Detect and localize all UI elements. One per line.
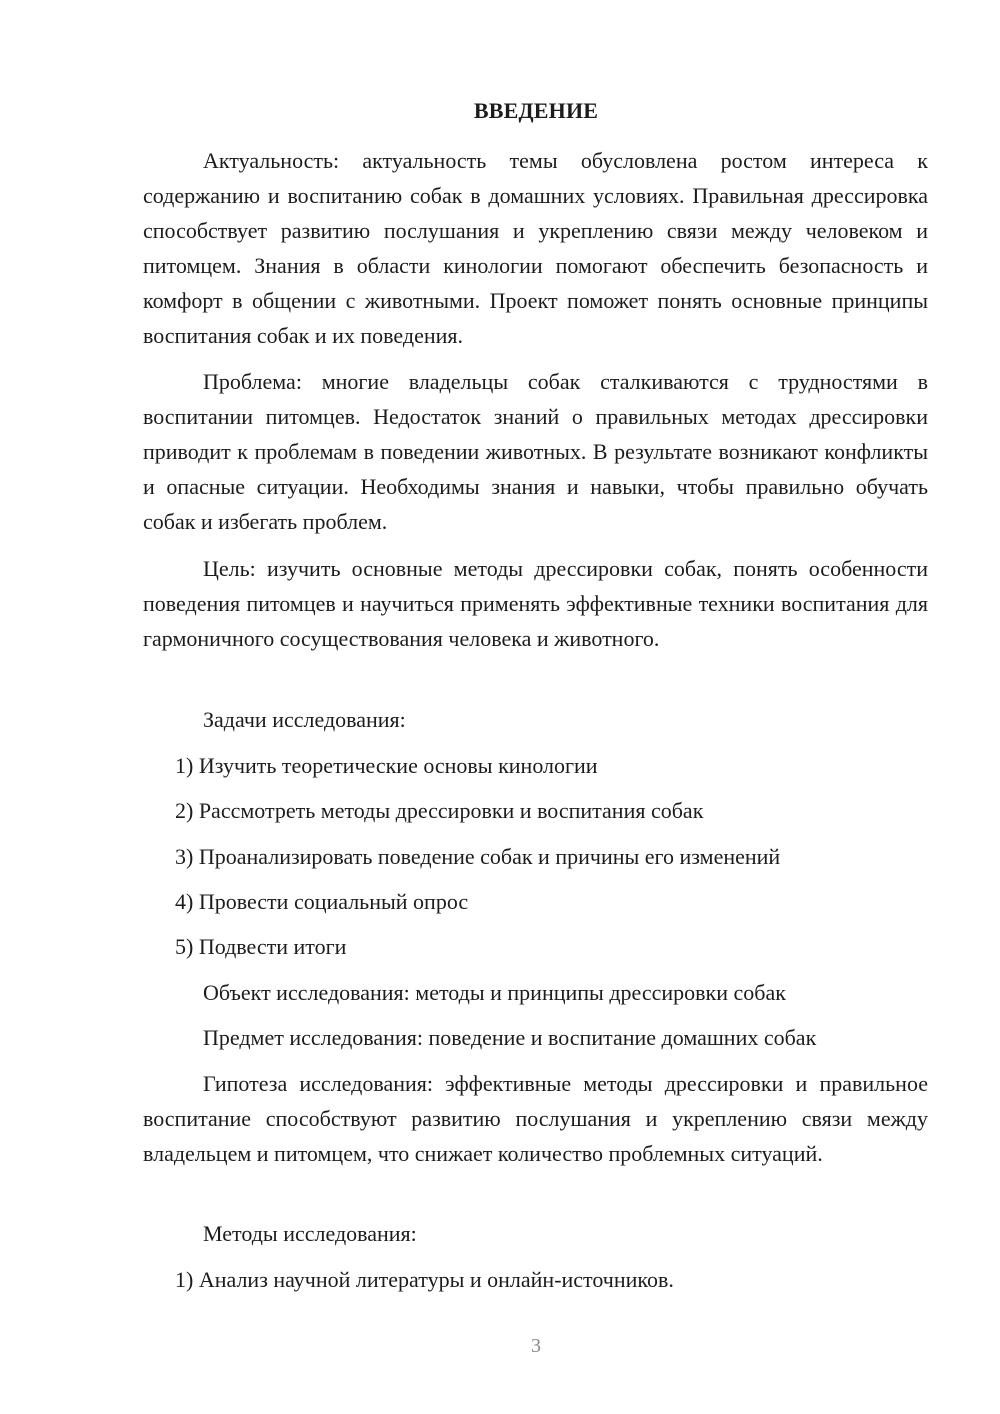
goal-paragraph-block [143, 551, 928, 656]
page-number: 3 [531, 1335, 541, 1357]
page-title: ВВЕДЕНИЕ [473, 98, 599, 123]
list-item: 3) Проанализировать поведение собак и причины его изменений [175, 844, 781, 869]
tasks-list-item-block [143, 748, 928, 783]
relevance-paragraph: Актуальность: актуальность темы обусловлена ростом интереса к содержанию и воспитанию собак в домашних условиях. Правильная дрессировка способствует развитию послушания и укреплению связи между человеком и питомцем. Знания в области кинологии помогают обеспечить безопасность и комфорт в общении с животными. Проект поможет понять основные принципы воспитания собак и их поведения. [143, 148, 928, 348]
tasks-heading: Задачи исследования: [203, 707, 406, 732]
object-paragraph: Объект исследования: методы и принципы дрессировки собак [203, 980, 786, 1005]
list-item: 1) Изучить теоретические основы кинологии [175, 753, 598, 778]
subject-paragraph: Предмет исследования: поведение и воспитание домашних собак [203, 1025, 817, 1050]
subject-paragraph-block [143, 1020, 928, 1055]
methods-heading: Методы исследования: [203, 1221, 417, 1246]
tasks-list-item-block [143, 839, 928, 874]
tasks-list-item-block [143, 929, 928, 964]
problem-paragraph-block [143, 364, 928, 539]
relevance-paragraph-block [143, 143, 928, 353]
hypothesis-paragraph-block [143, 1066, 928, 1171]
list-item: 2) Рассмотреть методы дрессировки и воспитания собак [175, 798, 704, 823]
object-paragraph-block [143, 975, 928, 1010]
methods-list-item-block [143, 1262, 928, 1297]
list-item: 5) Подвести итоги [175, 934, 347, 959]
goal-paragraph: Цель: изучить основные методы дрессировки собак, понять особенности поведения питомцев и научиться применять эффективные техники воспитания для гармоничного сосуществования человека и животного. [143, 556, 928, 651]
problem-paragraph: Проблема: многие владельцы собак сталкиваются с трудностями в воспитании питомцев. Недостаток знаний о правильных методах дрессировки приводит к проблемам в поведении животных. В результате возникают конфликты и опасные ситуации. Необходимы знания и навыки, чтобы правильно обучать собак и избегать проблем. [143, 369, 928, 534]
tasks-heading-block [143, 702, 928, 737]
tasks-list-item-block [143, 884, 928, 919]
hypothesis-paragraph: Гипотеза исследования: эффективные методы дрессировки и правильное воспитание способствуют развитию послушания и укреплению связи между владельцем и питомцем, что снижает количество проблемных ситуаций. [143, 1071, 928, 1166]
tasks-list-item-block [143, 793, 928, 828]
methods-heading-block [143, 1216, 928, 1251]
list-item: 1) Анализ научной литературы и онлайн-источников. [175, 1267, 674, 1292]
list-item: 4) Провести социальный опрос [175, 889, 469, 914]
